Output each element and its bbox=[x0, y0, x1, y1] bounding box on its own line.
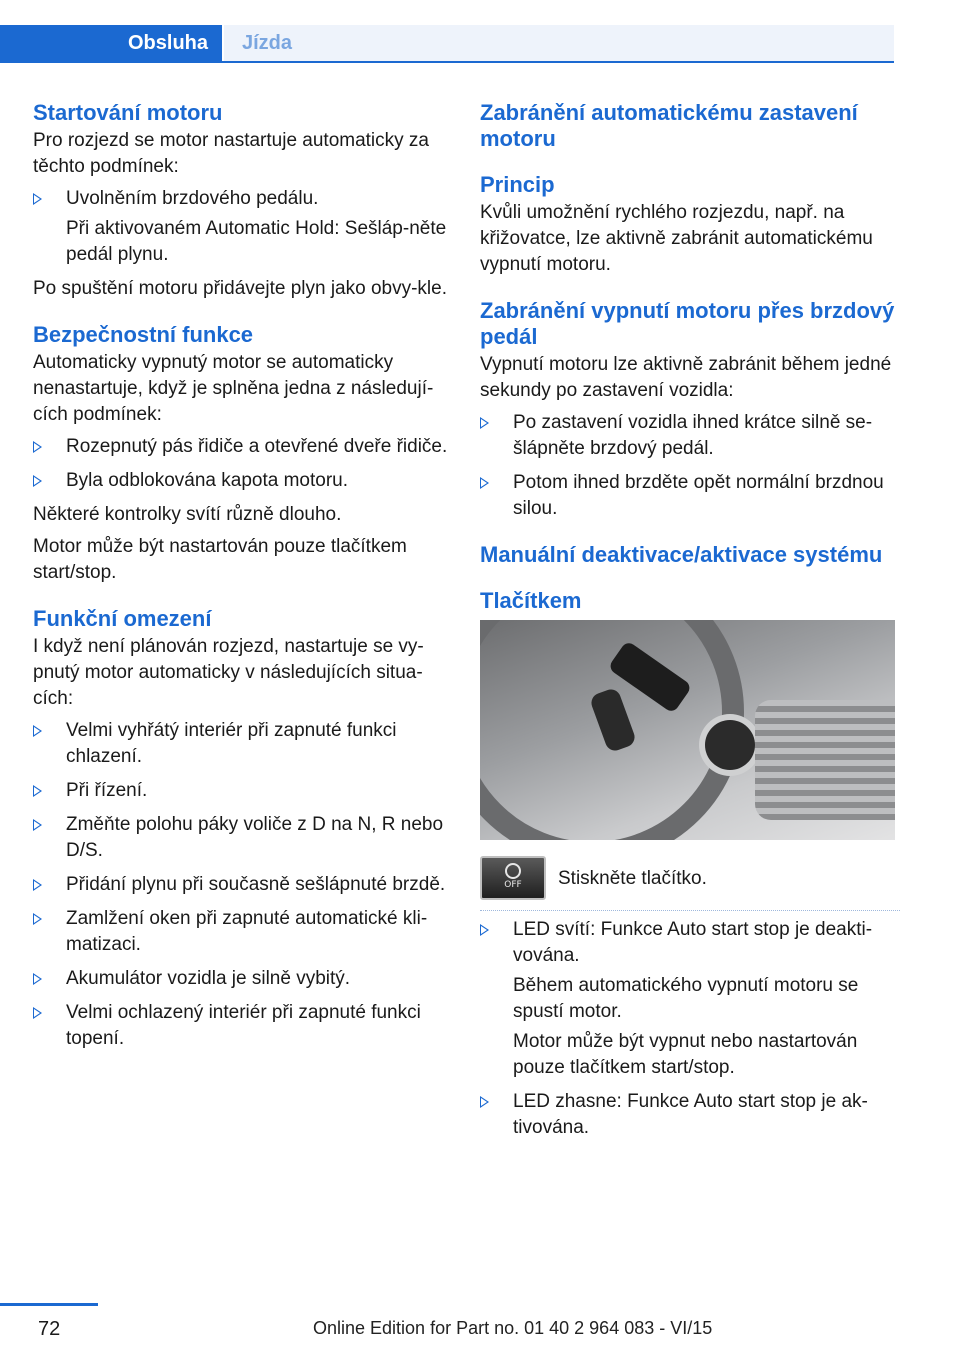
list-item-text: LED svítí: Funkce Auto start stop je deakti-vována. bbox=[513, 919, 873, 966]
section-title-tlacitkem: Tlačítkem bbox=[480, 588, 582, 613]
triangle-bullet-icon bbox=[33, 475, 42, 487]
list-item bbox=[33, 778, 453, 804]
paragraph: Po spuštění motoru přidávejte plyn jako obvy-kle. bbox=[33, 278, 447, 299]
dashboard-photo bbox=[480, 620, 895, 840]
triangle-bullet-icon bbox=[33, 193, 42, 205]
list-item bbox=[33, 718, 453, 770]
section-title-brzdovy-pedal: Zabránění vypnutí motoru přes brzdový pedál bbox=[480, 298, 895, 349]
auto-a-icon bbox=[505, 863, 521, 879]
list-item bbox=[480, 1089, 900, 1141]
bullet-list bbox=[480, 410, 900, 522]
dotted-divider bbox=[480, 910, 900, 911]
list-item bbox=[33, 1000, 453, 1052]
bullet-list bbox=[33, 718, 453, 1052]
paragraph: Motor může být nastartován pouze tlačítkem start/stop. bbox=[33, 536, 407, 583]
list-item-text: Akumulátor vozidla je silně vybitý. bbox=[66, 968, 351, 989]
triangle-bullet-icon bbox=[480, 477, 489, 489]
list-item-text: Po zastavení vozidla ihned krátce silně se-šlápněte brzdový pedál. bbox=[513, 412, 873, 459]
triangle-bullet-icon bbox=[33, 819, 42, 831]
list-item-text: Velmi ochlazený interiér při zapnuté funkci topení. bbox=[66, 1002, 421, 1049]
triangle-bullet-icon bbox=[33, 441, 42, 453]
list-item-text: Velmi vyhřátý interiér při zapnuté funkci chlazení. bbox=[66, 720, 397, 767]
list-item bbox=[33, 872, 453, 898]
auto-start-stop-button-icon bbox=[480, 856, 546, 900]
section-title-startovani: Startování motoru bbox=[33, 100, 223, 125]
paragraph: Vypnutí motoru lze aktivně zabránit během jedné sekundy po zastavení vozidla: bbox=[480, 354, 892, 401]
paragraph: I když není plánován rozjezd, nastartuje se vy-pnutý motor automaticky v následujících situa-cích: bbox=[33, 636, 424, 709]
list-item bbox=[33, 434, 453, 460]
list-item-text: Při řízení. bbox=[66, 780, 148, 801]
list-item-text: LED zhasne: Funkce Auto start stop je ak-tivována. bbox=[513, 1091, 868, 1138]
paragraph: Některé kontrolky svítí různě dlouho. bbox=[33, 504, 342, 525]
list-item-text: Byla odblokována kapota motoru. bbox=[66, 470, 349, 491]
button-instruction bbox=[480, 856, 900, 900]
tab-obsluha[interactable]: Obsluha bbox=[0, 25, 222, 61]
triangle-bullet-icon bbox=[33, 973, 42, 985]
list-item bbox=[480, 917, 900, 1081]
list-item bbox=[480, 470, 900, 522]
section-title-manualni: Manuální deaktivace/aktivace systému bbox=[480, 542, 883, 567]
triangle-bullet-icon bbox=[480, 1096, 489, 1108]
list-item-text: Rozepnutý pás řidiče a otevřené dveře řidiče. bbox=[66, 436, 448, 457]
edition-note: Online Edition for Part no. 01 40 2 964 083 - VI/15 bbox=[313, 1318, 713, 1338]
list-item bbox=[33, 812, 453, 864]
start-stop-button-shape bbox=[705, 720, 755, 770]
list-item-text: Změňte polohu páky voliče z D na N, R nebo D/S. bbox=[66, 814, 444, 861]
section-title-zabraneni: Zabránění automatickému zastavení motoru bbox=[480, 100, 858, 151]
button-caption: Stiskněte tlačítko. bbox=[558, 868, 707, 889]
paragraph: Kvůli umožnění rychlého rozjezdu, např. na křižovatce, lze aktivně zabránit automatickému vypnutí motoru. bbox=[480, 202, 873, 275]
triangle-bullet-icon bbox=[33, 879, 42, 891]
air-vent-shape bbox=[755, 700, 895, 820]
list-item-subtext: Motor může být vypnut nebo nastartován pouze tlačítkem start/stop. bbox=[513, 1031, 858, 1078]
bullet-list bbox=[33, 186, 453, 268]
list-item-text: Přidání plynu při současně sešlápnuté brzdě. bbox=[66, 874, 446, 895]
list-item bbox=[480, 410, 900, 462]
header-divider bbox=[0, 61, 894, 63]
triangle-bullet-icon bbox=[33, 1007, 42, 1019]
list-item bbox=[33, 966, 453, 992]
triangle-bullet-icon bbox=[480, 924, 489, 936]
header-tabs bbox=[0, 0, 960, 62]
off-label: OFF bbox=[504, 880, 522, 890]
bullet-list bbox=[33, 434, 453, 494]
section-title-bezpecnostni: Bezpečnostní funkce bbox=[33, 322, 254, 347]
section-title-funkcni-omezeni: Funkční omezení bbox=[33, 606, 212, 631]
right-column bbox=[480, 100, 900, 1149]
triangle-bullet-icon bbox=[480, 417, 489, 429]
tab-jizda[interactable]: Jízda bbox=[224, 25, 894, 61]
triangle-bullet-icon bbox=[33, 913, 42, 925]
list-item-text: Uvolněním brzdového pedálu. bbox=[66, 188, 319, 209]
left-column bbox=[33, 100, 453, 1060]
list-item-text: Potom ihned brzděte opět normální brzdnou silou. bbox=[513, 472, 884, 519]
bullet-list bbox=[480, 917, 900, 1141]
list-item-subtext: Při aktivovaném Automatic Hold: Sešláp-něte pedál plynu. bbox=[66, 218, 447, 265]
paragraph: Pro rozjezd se motor nastartuje automaticky za těchto podmínek: bbox=[33, 130, 430, 177]
page-number: 72 bbox=[38, 1318, 61, 1340]
list-item bbox=[33, 186, 453, 268]
list-item-text: Zamlžení oken při zapnuté automatické kli-matizaci. bbox=[66, 908, 428, 955]
section-title-princip: Princip bbox=[480, 172, 555, 197]
triangle-bullet-icon bbox=[33, 785, 42, 797]
triangle-bullet-icon bbox=[33, 725, 42, 737]
footer-accent-line bbox=[0, 1303, 98, 1306]
paragraph: Automaticky vypnutý motor se automaticky nenastartuje, když je splněna jedna z následují-cích podmínek: bbox=[33, 352, 434, 425]
list-item-subtext: Během automatického vypnutí motoru se spustí motor. bbox=[513, 975, 859, 1022]
list-item bbox=[33, 468, 453, 494]
list-item bbox=[33, 906, 453, 958]
